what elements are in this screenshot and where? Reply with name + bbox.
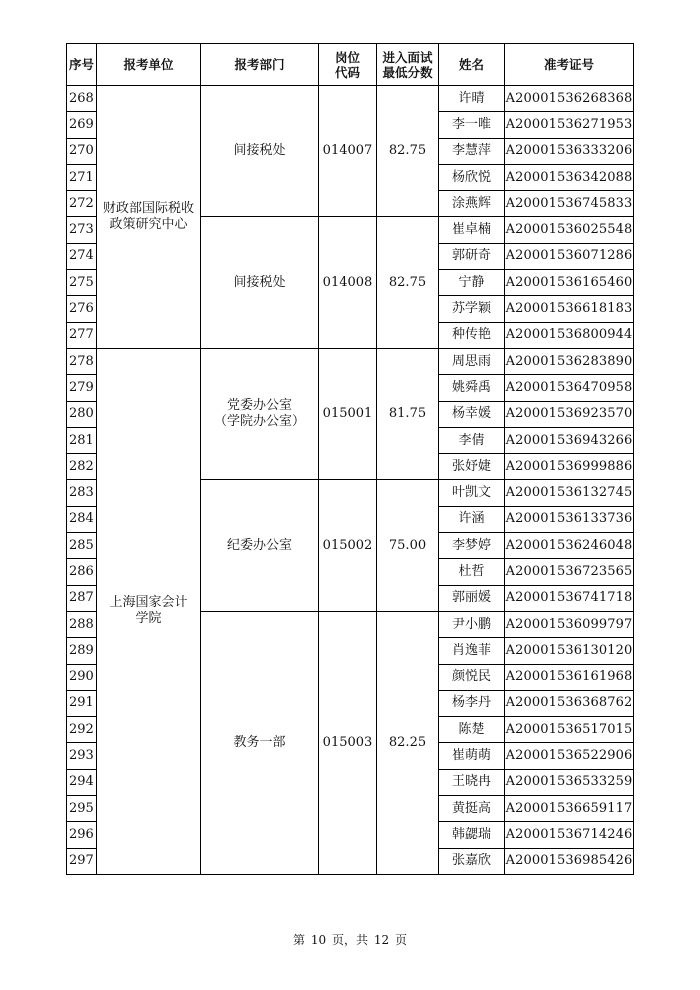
row-seq-text: 291 [69,695,94,711]
row-name-text: 杨欣悦 [451,169,491,185]
row-seq-text: 278 [69,353,94,369]
row-name [439,138,505,164]
header-code [319,44,377,86]
header-name: 姓名 [439,44,505,86]
row-name [439,559,505,585]
row-seq [67,769,97,795]
row-exam-no-text: A20001536342088 [505,169,633,185]
row-seq-text: 288 [69,616,94,632]
row-seq [67,138,97,164]
row-exam-no-text: A20001536333206 [505,143,633,159]
row-name-text: 崔萌萌 [451,748,491,764]
position-code-cell-text: 014007 [322,143,373,159]
row-name [439,638,505,664]
row-exam-no-text: A20001536741718 [505,590,633,606]
row-seq [67,480,97,506]
row-name-text: 崔卓楠 [451,222,491,238]
footer-suffix: 页 [394,933,407,947]
row-name-text: 陈楚 [458,721,485,737]
min-score-cell [377,217,439,348]
row-exam-no-text: A20001536130120 [505,642,633,658]
table-header-row [67,44,634,86]
row-name [439,611,505,637]
row-exam-no-text: A20001536533259 [505,774,633,790]
row-name [439,427,505,453]
row-name-text: 尹小鹏 [451,616,491,632]
row-name-text: 宁静 [458,274,485,290]
min-score-cell-text: 81.75 [388,406,427,422]
row-exam-no [505,322,634,348]
row-seq [67,375,97,401]
row-seq-text: 284 [69,511,94,527]
row-seq-text: 279 [69,379,94,395]
row-name [439,743,505,769]
row-name [439,796,505,822]
row-seq-text: 277 [69,327,94,343]
row-seq [67,717,97,743]
row-seq [67,401,97,427]
row-exam-no-text: A20001536999886 [505,458,633,474]
row-exam-no-text: A20001536071286 [505,248,633,264]
row-name-text: 韩勰瑞 [451,826,491,842]
row-exam-no [505,296,634,322]
row-seq [67,270,97,296]
row-name [439,585,505,611]
admission-table [66,43,634,875]
row-exam-no [505,454,634,480]
row-exam-no [505,270,634,296]
row-name [439,822,505,848]
row-name-text: 李慧萍 [451,143,491,159]
row-seq [67,506,97,532]
row-exam-no [505,848,634,874]
row-exam-no-text: A20001536522906 [505,748,633,764]
unit-cell [97,86,201,349]
position-code-cell [319,611,377,874]
row-exam-no-text: A20001536659117 [505,800,633,816]
header-score-line1: 进入面试 [382,49,433,65]
row-name [439,112,505,138]
row-exam-no-text: A20001536618183 [505,301,633,317]
row-exam-no [505,717,634,743]
footer-page-number: 10 [310,933,327,947]
row-name-text: 杨李丹 [451,695,491,711]
row-exam-no [505,401,634,427]
row-seq [67,243,97,269]
row-name [439,401,505,427]
position-code-cell-text: 015003 [322,734,373,750]
row-seq-text: 273 [69,222,94,238]
row-seq-text: 282 [69,458,94,474]
header-code-line1: 岗位 [334,49,360,65]
row-seq [67,164,97,190]
header-score-line2: 最低分数 [382,64,433,80]
row-exam-no [505,164,634,190]
row-exam-no-text: A20001536943266 [505,432,633,448]
row-name [439,217,505,243]
row-seq [67,822,97,848]
row-exam-no-text: A20001536165460 [505,274,633,290]
row-exam-no-text: A20001536283890 [505,353,633,369]
row-exam-no-text: A20001536271953 [505,116,633,132]
position-code-cell-text: 015002 [322,537,373,553]
row-exam-no [505,559,634,585]
table-row [67,86,634,112]
row-name [439,769,505,795]
row-name-text: 张嘉欣 [451,853,491,869]
row-seq-text: 289 [69,642,94,658]
row-exam-no [505,191,634,217]
row-exam-no [505,427,634,453]
row-exam-no [505,375,634,401]
position-code-cell [319,86,377,217]
row-name [439,375,505,401]
unit-cell-text: 政策研究中心 [109,216,188,232]
row-seq [67,848,97,874]
row-name-text: 姚舜禹 [451,379,491,395]
row-exam-no [505,690,634,716]
row-seq [67,664,97,690]
row-seq-text: 297 [69,853,94,869]
header-exam-no: 准考证号 [505,44,634,86]
table-row [67,348,634,374]
row-name-text: 郭丽媛 [451,590,491,606]
row-seq [67,743,97,769]
row-exam-no [505,638,634,664]
row-seq-text: 272 [69,195,94,211]
row-exam-no-text: A20001536368762 [505,695,633,711]
row-exam-no [505,533,634,559]
row-seq-text: 269 [69,116,94,132]
row-exam-no-text: A20001536923570 [505,406,633,422]
unit-cell-text: 学院 [135,611,162,627]
row-name [439,533,505,559]
row-seq [67,191,97,217]
row-seq [67,638,97,664]
row-seq-text: 296 [69,826,94,842]
unit-cell-text: 财政部国际税收 [102,200,194,216]
row-exam-no [505,86,634,112]
dept-cell [201,348,319,479]
row-seq [67,796,97,822]
row-exam-no-text: A20001536133736 [505,511,633,527]
header-code-line2: 代码 [334,64,360,80]
min-score-cell [377,480,439,611]
unit-cell [97,348,201,874]
min-score-cell [377,611,439,874]
position-code-cell [319,348,377,479]
row-exam-no-text: A20001536025548 [505,222,633,238]
row-name-text: 李倩 [458,432,485,448]
row-name [439,480,505,506]
row-name-text: 许涵 [458,511,485,527]
row-exam-no [505,217,634,243]
row-exam-no [505,796,634,822]
position-code-cell [319,217,377,348]
row-name [439,348,505,374]
row-name-text: 涂燕辉 [451,195,491,211]
row-seq [67,585,97,611]
min-score-cell-text: 75.00 [388,537,427,553]
footer-prefix: 第 [293,933,306,947]
row-seq-text: 287 [69,590,94,606]
row-exam-no-text: A20001536246048 [505,537,633,553]
min-score-cell-text: 82.75 [388,274,427,290]
min-score-cell-text: 82.25 [388,734,427,750]
row-seq [67,296,97,322]
row-seq [67,217,97,243]
row-name-text: 种传艳 [451,327,491,343]
row-name-text: 肖逸菲 [451,642,491,658]
dept-cell-text: 教务一部 [233,734,286,750]
table-body [67,86,634,875]
dept-cell-text: （学院办公室） [213,414,305,430]
row-name-text: 杨幸媛 [451,406,491,422]
dept-cell-text: 纪委办公室 [226,537,292,553]
row-seq-text: 268 [69,90,94,106]
row-name-text: 周思雨 [451,353,491,369]
row-seq-text: 283 [69,485,94,501]
row-name-text: 颜悦民 [451,669,491,685]
row-seq [67,322,97,348]
position-code-cell [319,480,377,611]
row-name [439,86,505,112]
unit-cell-text: 上海国家会计 [109,595,188,611]
row-name-text: 李一唯 [451,116,491,132]
row-exam-no [505,138,634,164]
footer-mid: 页，共 [331,933,368,947]
row-exam-no [505,611,634,637]
dept-cell [201,86,319,217]
row-exam-no-text: A20001536099797 [505,616,633,632]
row-seq-text: 280 [69,406,94,422]
row-seq-text: 270 [69,143,94,159]
row-seq [67,690,97,716]
row-seq-text: 290 [69,669,94,685]
row-seq [67,86,97,112]
row-seq-text: 281 [69,432,94,448]
row-exam-no [505,480,634,506]
row-seq-text: 286 [69,563,94,579]
dept-cell-text: 党委办公室 [226,398,292,414]
dept-cell [201,217,319,348]
position-code-cell-text: 014008 [322,274,373,290]
row-exam-no [505,348,634,374]
row-seq-text: 285 [69,537,94,553]
row-exam-no [505,585,634,611]
row-exam-no-text: A20001536470958 [505,379,633,395]
row-exam-no [505,243,634,269]
min-score-cell [377,86,439,217]
row-seq [67,611,97,637]
dept-cell [201,611,319,874]
min-score-cell [377,348,439,479]
row-name [439,191,505,217]
position-code-cell-text: 015001 [322,406,373,422]
row-name-text: 黄挺高 [451,800,491,816]
row-seq-text: 274 [69,248,94,264]
row-exam-no-text: A20001536268368 [505,90,633,106]
row-name [439,164,505,190]
row-name-text: 许晴 [458,90,485,106]
dept-cell-text: 间接税处 [233,274,286,290]
row-seq [67,427,97,453]
row-seq [67,454,97,480]
row-name [439,848,505,874]
row-name [439,454,505,480]
page-footer [0,931,700,948]
row-exam-no [505,769,634,795]
row-name [439,506,505,532]
row-name [439,243,505,269]
row-name-text: 杜哲 [458,563,485,579]
dept-cell [201,480,319,611]
row-seq [67,559,97,585]
row-name [439,296,505,322]
row-name-text: 张妤婕 [451,458,491,474]
row-name-text: 王晓冉 [451,774,491,790]
row-name-text: 李梦婷 [451,537,491,553]
header-score [377,44,439,86]
row-seq [67,533,97,559]
row-seq [67,112,97,138]
row-exam-no-text: A20001536800944 [505,327,633,343]
row-exam-no-text: A20001536714246 [505,826,633,842]
row-exam-no-text: A20001536745833 [505,195,633,211]
row-exam-no [505,743,634,769]
row-exam-no-text: A20001536517015 [505,721,633,737]
row-name [439,690,505,716]
header-seq: 序号 [67,44,97,86]
row-seq-text: 292 [69,721,94,737]
row-seq [67,348,97,374]
row-exam-no [505,664,634,690]
row-exam-no-text: A20001536161968 [505,669,633,685]
row-exam-no-text: A20001536723565 [505,563,633,579]
row-seq-text: 276 [69,301,94,317]
row-name [439,322,505,348]
row-exam-no-text: A20001536985426 [505,853,633,869]
row-name [439,717,505,743]
row-seq-text: 293 [69,748,94,764]
row-seq-text: 295 [69,800,94,816]
row-name-text: 郭研奇 [451,248,491,264]
row-name [439,270,505,296]
row-name [439,664,505,690]
row-exam-no [505,822,634,848]
row-seq-text: 271 [69,169,94,185]
min-score-cell-text: 82.75 [388,143,427,159]
row-seq-text: 294 [69,774,94,790]
header-dept: 报考部门 [201,44,319,86]
dept-cell-text: 间接税处 [233,143,286,159]
footer-total-pages: 12 [373,933,390,947]
row-name-text: 苏学颖 [451,301,491,317]
row-seq-text: 275 [69,274,94,290]
header-unit: 报考单位 [97,44,201,86]
row-exam-no-text: A20001536132745 [505,485,633,501]
row-name-text: 叶凯文 [451,485,491,501]
row-exam-no [505,112,634,138]
row-exam-no [505,506,634,532]
